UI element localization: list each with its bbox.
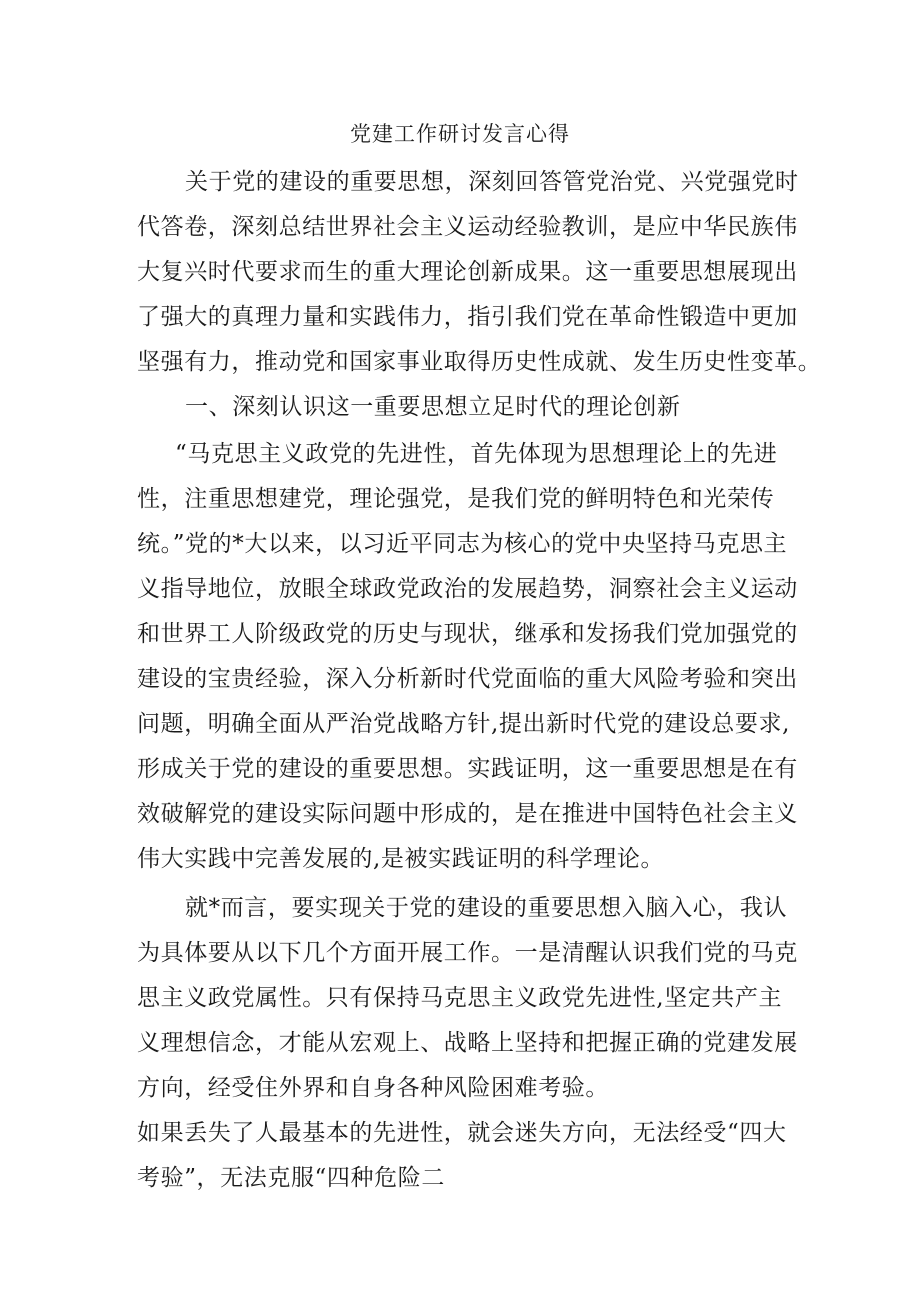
intro-line-3: 大复兴时代要求而生的重大理论创新成果。这一重要思想展现出: [137, 259, 798, 285]
final-line-2: 考验”，无法克服“四种危险二: [137, 1165, 445, 1191]
section-line-10: 伟大实践中完善发展的,是被实践证明的科学理论。: [137, 846, 665, 872]
intro-line-2: 代答卷，深刻总结世界社会主义运动经验教训，是应中华民族伟: [137, 214, 798, 240]
section-line-3: 统。”党的*大以来，以习近平同志为核心的党中央坚持马克思主: [137, 531, 788, 557]
section-heading: 一、深刻认识这一重要思想立足时代的理论创新: [185, 394, 681, 420]
section-line-4: 义指导地位，放眼全球政党政治的发展趋势，洞察社会主义运动: [137, 576, 798, 602]
final-line-1: 如果丢失了人最基本的先进性，就会迷失方向，无法经受“四大: [137, 1120, 787, 1146]
section-line-2: 性，注重思想建党，理论强党，是我们党的鲜明特色和光荣传: [137, 486, 775, 512]
intro-line-5: 坚强有力，推动党和国家事业取得历史性成就、发生历史性变革。: [137, 349, 822, 375]
work-line-3: 思主义政党属性。只有保持马克思主义政党先进性,坚定共产主: [137, 985, 783, 1011]
work-line-5: 方向，经受住外界和自身各种风险困难考验。: [137, 1075, 609, 1101]
intro-line-1: 关于党的建设的重要思想，深刻回答管党治党、兴党强党时: [185, 169, 799, 195]
work-line-4: 义理想信念，才能从宏观上、战略上坚持和把握正确的党建发展: [137, 1030, 798, 1056]
section-line-1: “马克思主义政党的先进性，首先体现为思想理论上的先进: [175, 441, 778, 467]
section-line-5: 和世界工人阶级政党的历史与现状，继承和发扬我们党加强党的: [137, 621, 798, 647]
work-line-2: 为具体要从以下几个方面开展工作。一是清醒认识我们党的马克: [137, 940, 798, 966]
section-line-9: 效破解党的建设实际问题中形成的，是在推进中国特色社会主义: [137, 801, 798, 827]
section-line-8: 形成关于党的建设的重要思想。实践证明，这一重要思想是在有: [137, 756, 798, 782]
document-title: 党建工作研讨发言心得: [350, 122, 570, 146]
intro-line-4: 了强大的真理力量和实践伟力，指引我们党在革命性锻造中更加: [137, 304, 798, 330]
work-line-1: 就*而言，要实现关于党的建设的重要思想入脑入心，我认: [185, 895, 788, 921]
section-line-6: 建设的宝贵经验，深入分析新时代党面临的重大风险考验和突出: [137, 666, 798, 692]
section-line-7: 问题，明确全面从严治党战略方针,提出新时代党的建设总要求,: [137, 711, 791, 737]
